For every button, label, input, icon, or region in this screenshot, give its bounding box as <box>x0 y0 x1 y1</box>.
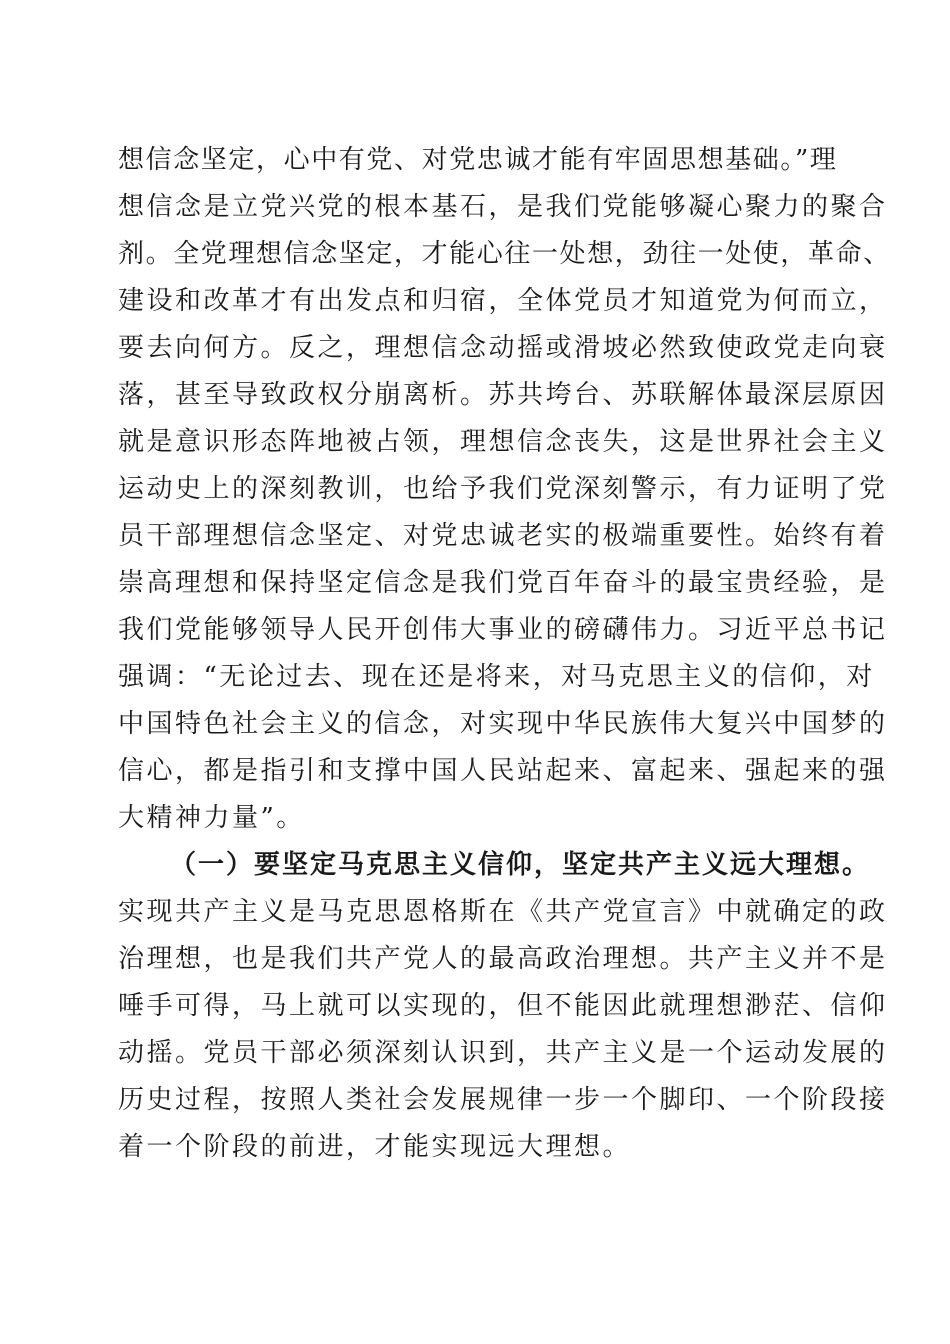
text-line-11: 我们党能够领导人民开创伟大事业的磅礴伟力。习近平总书记 <box>118 615 888 645</box>
text-line-2: 想信念是立党兴党的根本基石，是我们党能够凝心聚力的聚合 <box>118 192 888 222</box>
text-line-4: 建设和改革才有出发点和归宿，全体党员才知道党为何而立， <box>118 286 888 316</box>
text-line-6: 落，甚至导致政权分崩离析。苏共垮台、苏联解体最深层原因 <box>118 380 888 410</box>
text-line-1: 想信念坚定，心中有党、对党忠诚才能有牢固思想基础。”理 <box>118 145 838 175</box>
text-line-21: 历史过程，按照人类社会发展规律一步一个脚印、一个阶段接 <box>118 1085 888 1115</box>
text-line-15: 大精神力量”。 <box>118 803 305 833</box>
text-line-12: 强调：“无论过去、现在还是将来，对马克思主义的信仰，对 <box>118 662 875 692</box>
text-line-14: 信心，都是指引和支撑中国人民站起来、富起来、强起来的强 <box>118 756 888 786</box>
text-line-20: 动摇。党员干部必须深刻认识到，共产主义是一个运动发展的 <box>118 1038 888 1068</box>
text-line-9: 员干部理想信念坚定、对党忠诚老实的极端重要性。始终有着 <box>118 521 888 551</box>
text-line-19: 唾手可得，马上就可以实现的，但不能因此就理想渺茫、信仰 <box>118 991 888 1021</box>
text-line-13: 中国特色社会主义的信念，对实现中华民族伟大复兴中国梦的 <box>118 709 888 739</box>
text-line-8: 运动史上的深刻教训，也给予我们党深刻警示，有力证明了党 <box>118 474 888 504</box>
text-line-18: 治理想，也是我们共产党人的最高政治理想。共产主义并不是 <box>118 944 888 974</box>
text-line-10: 崇高理想和保持坚定信念是我们党百年奋斗的最宝贵经验，是 <box>118 568 888 598</box>
text-line-7: 就是意识形态阵地被占领，理想信念丧失，这是世界社会主义 <box>118 427 888 457</box>
section-heading: （一）要坚定马克思主义信仰，坚定共产主义远大理想。 <box>170 850 871 880</box>
text-line-22: 着一个阶段的前进，才能实现远大理想。 <box>118 1132 632 1162</box>
text-line-5: 要去向何方。反之，理想信念动摇或滑坡必然致使政党走向衰 <box>118 333 888 363</box>
text-line-3: 剂。全党理想信念坚定，才能心往一处想，劲往一处使，革命、 <box>118 239 891 269</box>
text-line-17: 实现共产主义是马克思恩格斯在《共产党宣言》中就确定的政 <box>118 897 888 927</box>
